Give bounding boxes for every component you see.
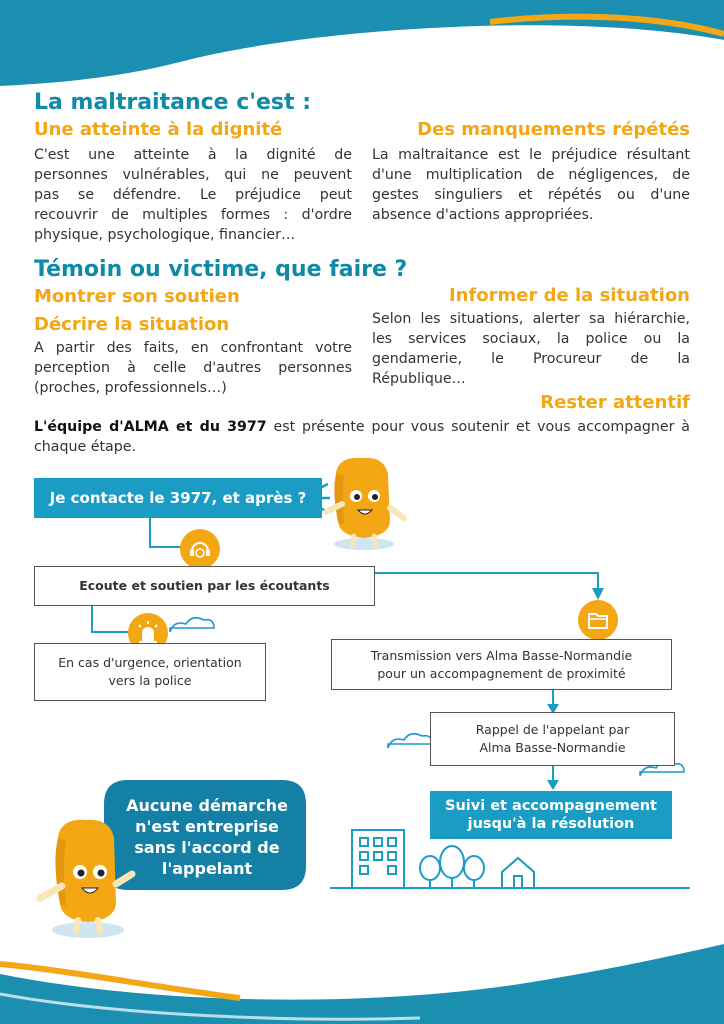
bubble-line: sans l'accord de — [134, 838, 280, 857]
inform-line: gendamerie, le Procureur de la — [372, 351, 690, 367]
heading-temoin: Témoin ou victime, que faire ? — [34, 257, 408, 282]
col1-title: Une atteinte à la dignité — [34, 119, 283, 140]
team-name: L'équipe d'ALMA et du 3977 — [34, 419, 267, 435]
describe-line: (proches, professionnels…) — [34, 380, 227, 396]
describe-line: A partir des faits, en confrontant votre — [34, 340, 352, 356]
col1-line: physique, psychologique, financier… — [34, 227, 296, 243]
bubble-line: n'est entreprise — [135, 817, 279, 836]
transmission-box — [331, 639, 672, 690]
inform-line: Selon les situations, alerter sa hiérarchie, — [372, 311, 690, 327]
emergency-box — [34, 643, 266, 701]
folder-icon — [578, 600, 618, 640]
inform-line: République… — [372, 371, 466, 387]
transmission-line: Transmission vers Alma Basse-Normandie — [370, 647, 633, 663]
emergency-line: En cas d'urgence, orientation — [58, 655, 242, 670]
inform-title: Informer de la situation — [448, 285, 690, 306]
support-title: Montrer son soutien — [34, 286, 240, 307]
bubble-line: l'appelant — [161, 859, 253, 878]
recall-box — [430, 712, 675, 766]
col2-line: absence d'actions appropriées. — [372, 207, 594, 223]
listen-box: Ecoute et soutien par les écoutants — [34, 566, 375, 606]
describe-title: Décrire la situation — [34, 314, 230, 335]
bottom-wave-decoration — [0, 934, 724, 1024]
followup-line: jusqu'à la résolution — [467, 816, 635, 832]
col1-line: C'est une atteinte à la dignité de — [34, 147, 352, 163]
headset-icon — [180, 529, 220, 569]
attentive-title: Rester attentif — [540, 392, 690, 413]
col1-line: recouvrir de multiples formes : d'ordre — [34, 207, 352, 223]
emergency-line: vers la police — [108, 673, 192, 688]
col2-line: gestes singuliers et répétés ou d'une — [372, 187, 690, 203]
col1-line: personnes vulnérables, qui ne peuvent — [34, 167, 352, 183]
town-illustration — [330, 820, 690, 895]
mascot-character-bottom — [30, 812, 140, 942]
col1-line: pas se défendre. Le préjudice peut — [34, 187, 352, 203]
team-rest: est présente pour vous soutenir et vous accompagner à — [266, 419, 690, 435]
col2-title: Des manquements répétés — [417, 119, 690, 140]
inform-line: les services sociaux, la police ou la — [372, 331, 690, 347]
col2-line: La maltraitance est le préjudice résultant — [372, 147, 690, 163]
describe-line: perception à celle d'autres personnes — [34, 360, 352, 376]
heading-maltraitance: La maltraitance c'est : — [34, 90, 311, 115]
contact-banner: Je contacte le 3977, et après ? — [34, 478, 322, 518]
recall-line: Alma Basse-Normandie — [479, 740, 626, 755]
transmission-line: pour un accompagnement de proximité — [377, 665, 626, 681]
col2-line: d'une multiplication de négligences, de — [372, 167, 690, 183]
bubble-line: Aucune démarche — [126, 796, 288, 815]
team-line2: chaque étape. — [34, 439, 136, 455]
mascot-character-top — [318, 452, 408, 552]
followup-line: Suivi et accompagnement — [445, 798, 657, 814]
recall-line: Rappel de l'appelant par — [475, 722, 630, 737]
